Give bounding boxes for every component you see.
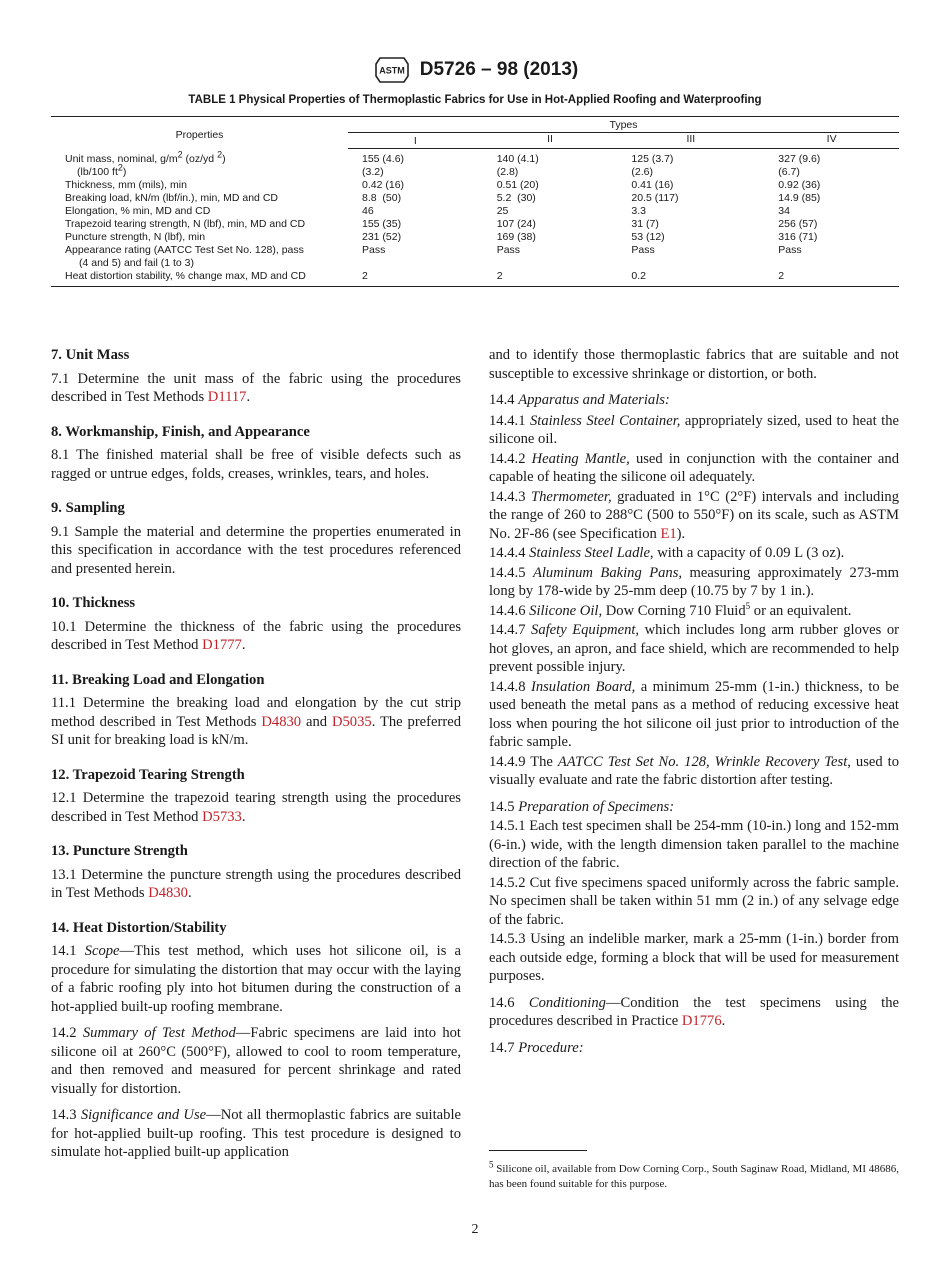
reference-link[interactable]: E1: [660, 525, 677, 542]
reference-link[interactable]: D4830: [261, 713, 302, 730]
paragraph: 12.1 Determine the trapezoid tearing strength using the procedures described in Test Method D5733.: [51, 790, 461, 825]
value-cell: 231 (52): [362, 231, 402, 243]
table-row: [51, 270, 899, 287]
paragraph: 14.4 Apparatus and Materials:: [489, 392, 670, 408]
section-heading: 8. Workmanship, Finish, and Appearance: [51, 423, 310, 440]
section-heading: 14. Heat Distortion/Stability: [51, 919, 227, 936]
paragraph: 14.5.2 Cut five specimens spaced uniformly across the fabric sample. No specimen shall be taken within 51 mm (2 in.) of any selvage edge of the fabric.: [489, 874, 899, 928]
reference-link[interactable]: D5733: [202, 808, 242, 825]
table-row: [51, 218, 899, 231]
table-row: [51, 231, 899, 244]
value-cell: 8.8 (50): [362, 192, 402, 204]
section-12: [51, 766, 461, 827]
value-cell: 14.9 (85): [778, 192, 821, 204]
property-cell: Heat distortion stability, % change max, MD and CD: [65, 270, 306, 282]
paragraph: 11.1 Determine the breaking load and elongation by the cut strip method described in Test Methods D4830 and D5035. The preferred SI unit for breaking load is kN/m.: [51, 695, 461, 748]
paragraph: 13.1 Determine the puncture strength using the procedures described in Test Methods D4830.: [51, 866, 461, 901]
section-9: [51, 499, 461, 578]
section-heading: 12. Trapezoid Tearing Strength: [51, 766, 245, 783]
section-11: [51, 671, 461, 750]
paragraph: 14.4.9 The AATCC Test Set No. 128, Wrinkle Recovery Test, used to visually evaluate and rate the fabric distortion after testing.: [489, 753, 899, 788]
paragraph: 14.6 Conditioning—Condition the test specimens using the procedures described in Practice D1776.: [489, 994, 899, 1029]
value-cell: 0.92 (36): [778, 179, 821, 191]
paragraph: 10.1 Determine the thickness of the fabric using the procedures described in Test Method D1777.: [51, 618, 461, 653]
value-cell: 2: [778, 270, 785, 282]
paragraph: 14.3 Significance and Use—Not all thermoplastic fabrics are suitable for hot-applied built-up roofing. This test procedure is designed to simulate hot-applied built-up application: [51, 1107, 461, 1160]
paragraph: 14.4.5 Aluminum Baking Pans, measuring approximately 273-mm long by 178-wide by 25-mm deep (10.75 by 7 by 1 in.).: [489, 564, 899, 599]
property-cell: (lb/100 $ft^2$): [77, 162, 127, 178]
section-8: [51, 423, 461, 484]
table-row: [51, 149, 899, 167]
paragraph: 14.5.3 Using an indelible marker, mark a 25-mm (1-in.) border from each outside edge, forming a block that will be used for measurement purposes.: [489, 931, 899, 984]
reference-link[interactable]: D1777: [202, 637, 242, 653]
section-heading: 10. Thickness: [51, 595, 136, 611]
property-cell: Breaking load, kN/m (lbf/in.), min, MD and CD: [65, 192, 278, 204]
property-cell: Trapezoid tearing strength, N (lbf), min, MD and CD: [65, 218, 306, 230]
paragraph: 14.7 Procedure:: [489, 1039, 584, 1056]
left-column: [51, 346, 461, 1178]
value-cell: 125 (3.7): [631, 153, 674, 165]
table-row: [51, 205, 899, 218]
value-cell: 31 (7): [631, 218, 659, 230]
section-heading: 7. Unit Mass: [51, 347, 130, 363]
value-cell: (2.8): [496, 166, 519, 178]
paragraph: 14.4.1 Stainless Steel Container, appropriately sized, used to heat the silicone oil.: [489, 412, 899, 447]
paragraph: 14.1 Scope—This test method, which uses hot silicone oil, is a procedure for simulating the distortion that may occur with the laying of a fabric roofing ply into hot bitumen during the construction of a hot-applied built-up roofing membrane.: [51, 943, 462, 1015]
paragraph: 14.5.1 Each test specimen shall be 254-mm (10-in.) long and 152-mm (6-in.) wide, with the length dimension taken parallel to the machine direction of the fabric.: [489, 818, 899, 871]
astm-logo-icon: [372, 54, 412, 86]
standard-designation: D5726 – 98 (2013): [419, 59, 579, 80]
value-cell: Pass: [778, 244, 802, 256]
value-cell: 155 (35): [362, 218, 402, 230]
value-cell: 140 (4.1): [496, 153, 539, 165]
value-cell: (6.7): [778, 166, 800, 178]
value-cell: 0.51 (20): [496, 179, 539, 191]
value-cell: 0.42 (16): [362, 179, 405, 191]
paragraph: 14.4.2 Heating Mantle, used in conjunction with the container and capable of heating the silicone oil adequately.: [489, 450, 899, 485]
value-cell: 256 (57): [778, 218, 818, 230]
value-cell: 2: [496, 270, 503, 282]
paragraph: 7.1 Determine the unit mass of the fabric using the procedures described in Test Methods D1117.: [51, 370, 461, 405]
value-cell: (3.2): [362, 166, 384, 178]
value-cell: 327 (9.6): [778, 153, 821, 165]
section-14: [51, 919, 461, 1162]
svg-text:ASTM: ASTM: [379, 65, 405, 76]
footnote-divider: [489, 1150, 587, 1151]
section-10: [51, 594, 461, 655]
paragraph: 14.4.3 Thermometer, graduated in 1°C (2°F) intervals and including the range of 260 to 288°C (500 to 550°F) on its scale, such as ASTM No. 2F-86 (see Specification E1).: [489, 488, 899, 542]
table-caption: TABLE 1 Physical Properties of Thermoplastic Fabrics for Use in Hot-Applied Roofing and Waterproofing: [188, 94, 762, 106]
paragraph: 14.2 Summary of Test Method—Fabric specimens are laid into hot silicone oil at 260°C (500°F), allowed to cool to room temperature, and then removed and measured for percent shrinkage and rated visually for distortion.: [51, 1025, 461, 1097]
type-header: IV: [764, 133, 899, 149]
page-number: 2: [471, 1222, 479, 1237]
right-column: [489, 346, 899, 1063]
paragraph: 14.4.4 Stainless Steel Ladle, with a capacity of 0.09 L (3 oz).: [489, 545, 845, 561]
value-cell: 46: [362, 205, 374, 217]
value-cell: 316 (71): [778, 231, 818, 243]
value-cell: 155 (4.6): [362, 153, 405, 165]
value-cell: 5.2 (30): [496, 192, 536, 204]
footnote: $^5$ Silicone oil, available from Dow Corning Corp., South Saginaw Road, Midland, MI 48686, has been found suitable for this purpose.: [489, 1159, 899, 1190]
types-header: Types: [348, 117, 899, 133]
section-13: [51, 842, 461, 903]
paragraph: 14.4.7 Safety Equipment, which includes long arm rubber gloves or hot gloves, an apron, and face shield, which are recommended to help prevent possible injury.: [489, 622, 899, 675]
reference-link[interactable]: D1117: [207, 389, 247, 405]
value-cell: 25: [496, 205, 509, 217]
reference-link[interactable]: D1776: [681, 1013, 722, 1029]
table-row: [51, 166, 899, 179]
value-cell: (2.6): [631, 166, 653, 178]
table-row: [51, 192, 899, 205]
value-cell: 107 (24): [496, 218, 536, 230]
value-cell: 0.41 (16): [631, 179, 674, 191]
value-cell: Pass: [362, 244, 386, 256]
value-cell: Pass: [496, 244, 521, 256]
property-cell: Thickness, mm (mils), min: [65, 179, 187, 191]
reference-link[interactable]: D5035: [331, 713, 372, 730]
paragraph: 14.4.8 Insulation Board, a minimum 25-mm (1-in.) thickness, to be used beneath the metal pans as a method of reducing excessive heat loss when pouring the hot silicone oil just prior to introduction of the fabric sample.: [489, 678, 899, 750]
section-heading: 13. Puncture Strength: [51, 843, 188, 859]
value-cell: 169 (38): [496, 231, 536, 243]
section-heading: 9. Sampling: [51, 500, 125, 516]
value-cell: 2: [362, 270, 368, 282]
paragraph: 14.4.6 Silicone Oil, Dow Corning 710 Fluid$^5$ or an equivalent.: [489, 600, 852, 619]
property-cell: Appearance rating (AATCC Test Set No. 128), pass (4 and 5) and fail (1 to 3): [65, 244, 304, 269]
property-cell: Elongation, % min, MD and CD: [65, 205, 211, 217]
section-7: [51, 346, 461, 407]
table-row: [51, 179, 899, 192]
value-cell: Pass: [631, 244, 655, 256]
type-header: III: [617, 133, 764, 149]
properties-header: Properties: [175, 129, 224, 142]
page-header: [0, 54, 950, 86]
paragraph: 14.5 Preparation of Specimens:: [489, 798, 675, 815]
type-header: II: [483, 133, 618, 149]
properties-table: [51, 116, 899, 287]
type-header: I: [348, 133, 483, 149]
value-cell: 20.5 (117): [631, 192, 679, 204]
value-cell: 0.2: [631, 270, 647, 282]
paragraph: 9.1 Sample the material and determine the properties enumerated in this specification in accordance with the test procedures referenced and presented herein.: [51, 523, 461, 577]
paragraph: 8.1 The finished material shall be free of visible defects such as ragged or untrue edges, folds, creases, wrinkles, tears, and holes.: [51, 447, 461, 482]
value-cell: 3.3: [631, 205, 647, 217]
value-cell: 53 (12): [631, 231, 665, 243]
table-row: [51, 244, 899, 270]
property-cell: Unit mass, nominal, $g/m^2$ (oz/yd $^2$): [65, 149, 226, 165]
value-cell: 34: [778, 205, 790, 217]
paragraph: and to identify those thermoplastic fabrics that are suitable and not susceptible to excessive shrinkage or distortion, or both.: [489, 347, 899, 382]
section-heading: 11. Breaking Load and Elongation: [51, 671, 265, 688]
property-cell: Puncture strength, N (lbf), min: [65, 231, 206, 243]
reference-link[interactable]: D4830: [148, 885, 188, 901]
